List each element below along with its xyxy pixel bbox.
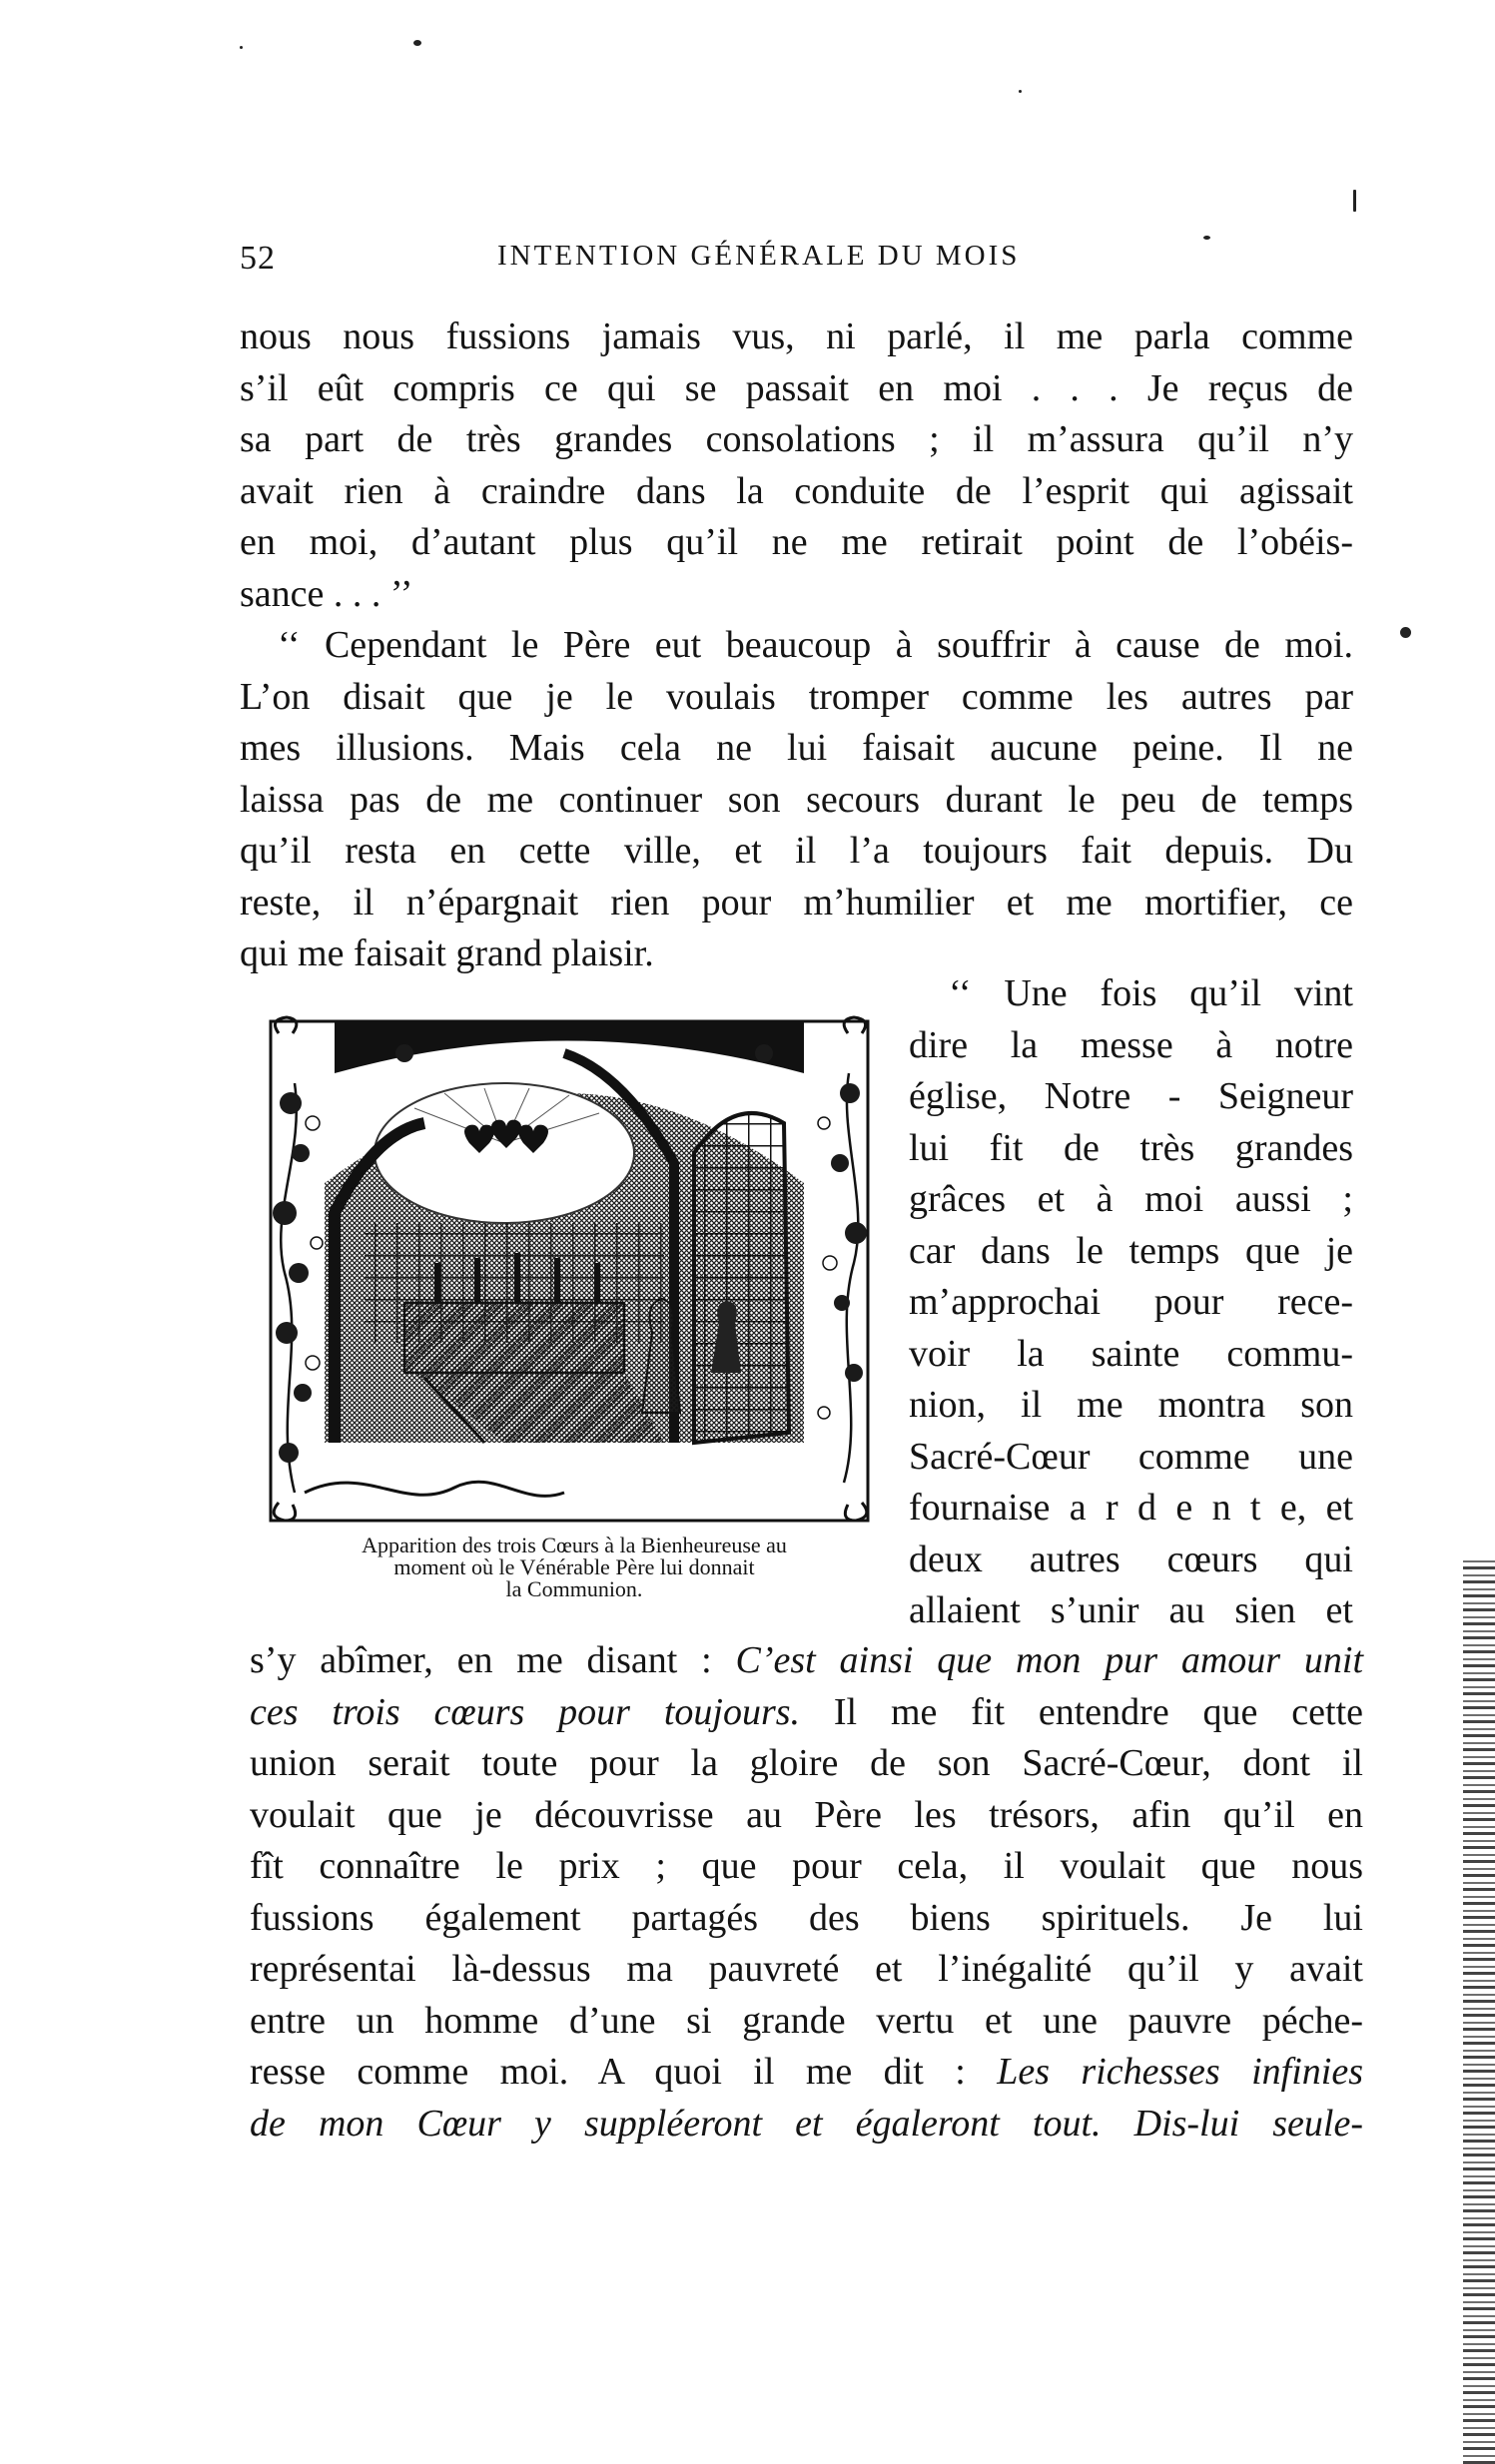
text-line: allaient s’unir au sien et [909, 1589, 1353, 1631]
ink-speck [240, 46, 243, 49]
ink-speck [1203, 236, 1210, 240]
engraving-illustration [265, 1013, 876, 1531]
text-line: nion, il me montra son [909, 1384, 1353, 1426]
text-line: en moi, d’autant plus qu’il ne me retirait point de l’obéis- [240, 521, 1353, 563]
text-line [250, 2047, 1363, 2099]
text-line: mes illusions. Mais cela ne lui faisait aucune peine. Il ne [240, 727, 1353, 769]
text-line: dire la messe à notre [909, 1023, 1353, 1066]
text-line: entre un homme d’une si grande vertu et une pauvre péche- [250, 1999, 1363, 2042]
text-line: car dans le temps que je [909, 1229, 1353, 1272]
text-line [250, 1687, 1363, 1739]
text-line: ‘‘ Cependant le Père eut beaucoup à souffrir à cause de moi. [278, 624, 1353, 666]
text-line: deux autres cœurs qui [909, 1538, 1353, 1580]
text-line [250, 2099, 1363, 2151]
text-line: reste, il n’épargnait rien pour m’humilier et me mortifier, ce [240, 881, 1353, 924]
text-line: nous nous fussions jamais vus, ni parlé, il me parla comme [240, 315, 1353, 357]
text-line: représentai là-dessus ma pauvreté et l’inégalité qu’il y avait [250, 1948, 1363, 1990]
caption-line: moment où le Vénérable Père lui donnait [393, 1554, 755, 1579]
text-run: s’y abîmer, en me disant : [250, 1639, 736, 1681]
text-line: voulait que je découvrisse au Père les trésors, afin qu’il en [250, 1793, 1363, 1836]
caption-line: Apparition des trois Cœurs à la Bienheureuse au [362, 1533, 787, 1557]
text-line: s’il eût compris ce qui se passait en moi . . . Je reçus de [240, 366, 1353, 409]
text-line: Sacré-Cœur comme une [909, 1435, 1353, 1478]
page-number: 52 [240, 240, 276, 277]
text-line: union serait toute pour la gloire de son Sacré-Cœur, dont il [250, 1742, 1363, 1784]
text-line: ‘‘ Une fois qu’il vint [949, 972, 1353, 1014]
text-line: avait rien à craindre dans la conduite de l’esprit qui agissait [240, 469, 1353, 512]
caption-line: la Communion. [505, 1576, 643, 1601]
ink-speck [1019, 90, 1022, 93]
text-line: L’on disait que je le voulais tromper comme les autres par [240, 675, 1353, 718]
text-line: grâces et à moi aussi ; [909, 1178, 1353, 1220]
text-line: qui me faisait grand plaisir. [240, 932, 654, 974]
ink-speck [1400, 627, 1411, 638]
running-title: INTENTION GÉNÉRALE DU MOIS [497, 240, 1021, 272]
italic-run: ces trois cœurs pour toujours. [250, 1690, 801, 1733]
text-run: Il me fit entendre que cette [800, 1690, 1364, 1733]
text-line: sance . . . ’’ [240, 572, 413, 615]
text-line: fournaise a r d e n t e, et [909, 1487, 1353, 1529]
text-run: resse comme moi. A quoi il me dit : [250, 2051, 998, 2093]
text-block-side [909, 968, 1353, 1637]
text-line: voir la sainte commu- [909, 1332, 1353, 1375]
figure-caption [255, 1535, 894, 1600]
text-line: laissa pas de me continuer son secours durant le peu de temps [240, 778, 1353, 821]
text-line: fussions également partagés des biens spirituels. Je lui [250, 1896, 1363, 1939]
text-line: lui fit de très grandes [909, 1126, 1353, 1169]
ink-speck [1353, 190, 1356, 212]
text-line: église, Notre - Seigneur [909, 1075, 1353, 1117]
page-edge-shadow [1463, 1557, 1495, 2464]
text-block-bottom [250, 1635, 1363, 2150]
ink-speck [413, 40, 421, 46]
text-line [250, 1635, 1363, 1687]
italic-run: de mon Cœur y suppléeront et égaleront tout. Dis-lui seule- [250, 2102, 1363, 2145]
text-block-top [240, 311, 1353, 980]
text-line: m’approchai pour rece- [909, 1281, 1353, 1323]
text-line: sa part de très grandes consolations ; il m’assura qu’il n’y [240, 418, 1353, 460]
text-line: fît connaître le prix ; que pour cela, il voulait que nous [250, 1845, 1363, 1887]
text-line: qu’il resta en cette ville, et il l’a toujours fait depuis. Du [240, 830, 1353, 872]
italic-run: Les richesses infinies [997, 2051, 1363, 2093]
italic-run: C’est ainsi que mon pur amour unit [735, 1639, 1364, 1681]
running-header [240, 232, 1373, 292]
